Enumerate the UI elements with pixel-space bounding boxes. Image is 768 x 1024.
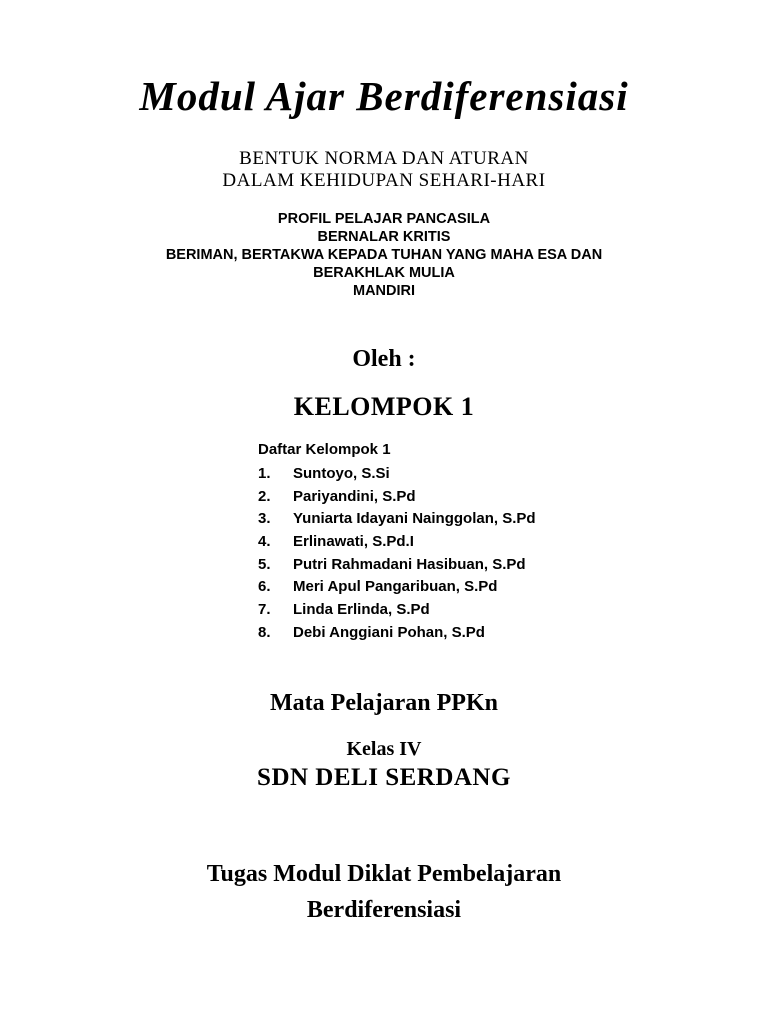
list-item [258,599,536,622]
profil-line: BERNALAR KRITIS [317,229,451,245]
profil-line: MANDIRI [352,283,416,299]
list-item [258,622,536,645]
list-item-name: Suntoyo, S.Si [293,465,390,482]
document-title: Modul Ajar Berdiferensiasi [139,73,629,119]
member-list-section [258,440,536,645]
list-item [258,463,536,486]
list-item-number: 3. [258,510,271,528]
school-name: SDN DELI SERDANG [257,764,511,791]
list-item-name: Erlinawati, S.Pd.I [293,533,414,551]
assignment-title-line: Tugas Modul Diklat Pembelajaran [206,861,562,887]
profil-pelajar-pancasila [0,210,768,300]
list-item-name: Pariyandini, S.Pd [293,487,416,505]
list-item-number: 6. [258,578,271,596]
list-item-number: 8. [258,623,271,641]
list-item-number: 7. [258,601,271,619]
grade-label: Kelas IV [346,738,422,760]
assignment-title [0,856,768,928]
member-list [258,463,536,645]
subject-label: Mata Pelajaran PPKn [270,690,498,716]
list-item [258,508,536,531]
group-name: KELOMPOK 1 [293,392,475,421]
list-item-name: Yuniarta Idayani Nainggolan, S.Pd [293,510,536,528]
list-item [258,531,536,554]
list-item-number: 5. [258,555,271,573]
list-item-name: Debi Anggiani Pohan, S.Pd [293,623,485,641]
list-item [258,486,536,509]
theme-heading [0,148,768,192]
list-item-name: Linda Erlinda, S.Pd [293,601,430,619]
theme-line: BENTUK NORMA DAN ATURAN [239,148,529,169]
profil-line: PROFIL PELAJAR PANCASILA [277,211,491,227]
list-item-number: 2. [258,487,271,505]
list-item-name: Putri Rahmadani Hasibuan, S.Pd [293,555,526,573]
list-item-number: 4. [258,533,271,551]
theme-line: DALAM KEHIDUPAN SEHARI-HARI [222,170,546,191]
profil-line: BERAKHLAK MULIA [313,265,455,281]
profil-line: BERIMAN, BERTAKWA KEPADA TUHAN YANG MAHA ESA DAN [165,247,603,263]
list-item-number: 1. [258,465,271,482]
list-item [258,554,536,577]
assignment-title-line: Berdiferensiasi [306,897,462,923]
member-list-heading: Daftar Kelompok 1 [258,441,391,458]
list-item-name: Meri Apul Pangaribuan, S.Pd [293,578,498,596]
list-item [258,576,536,599]
oleh-label: Oleh : [352,346,416,372]
